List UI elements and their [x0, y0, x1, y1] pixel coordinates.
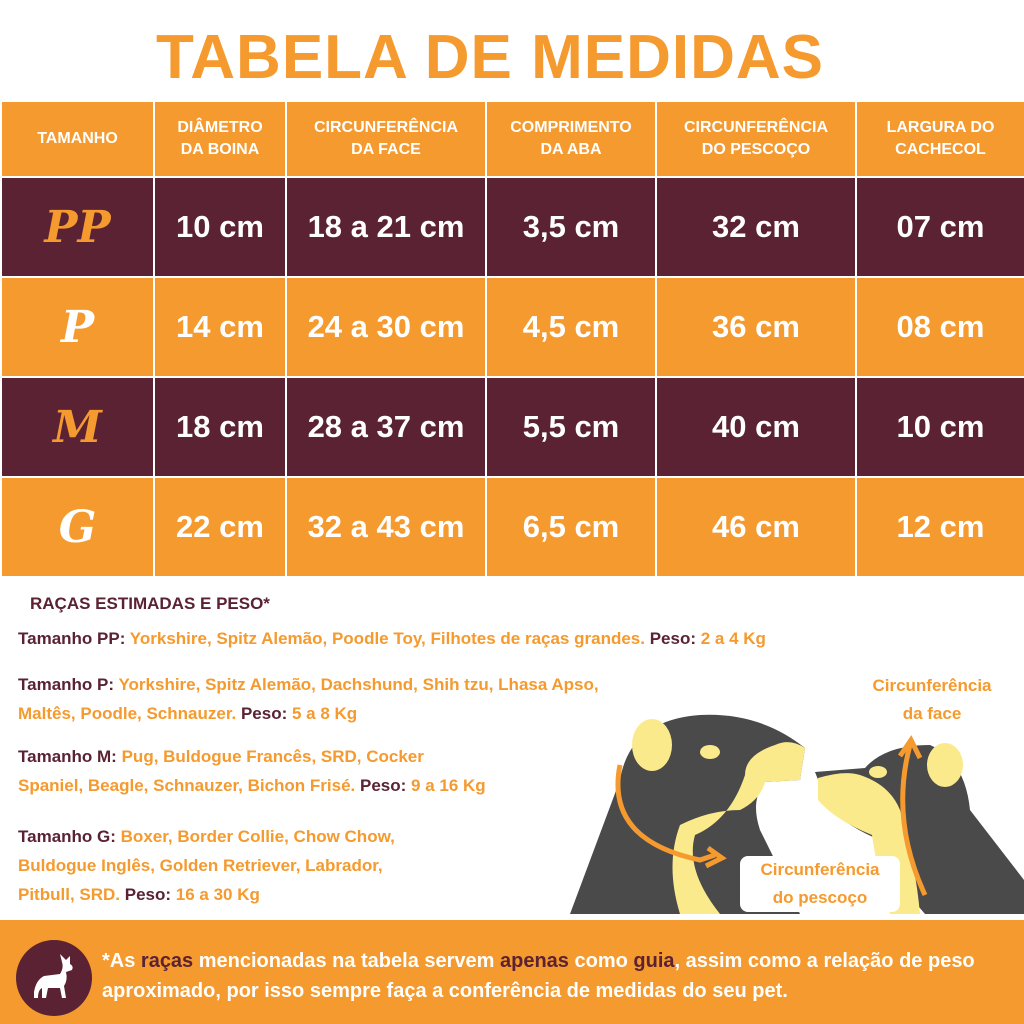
footer-note-bar: [0, 920, 1024, 1024]
breed-list: Yorkshire, Spitz Alemão, Dachshund, Shih tzu, Lhasa Apso,: [118, 675, 599, 694]
table-cell: 10 cm: [154, 177, 286, 277]
footer-text: como: [568, 950, 634, 972]
size-table: [0, 100, 1024, 578]
breed-size-label: Tamanho PP:: [18, 629, 126, 648]
table-cell: 4,5 cm: [486, 277, 656, 377]
table-row: [1, 277, 1024, 377]
table-cell: 24 a 30 cm: [286, 277, 486, 377]
dog-silhouette-icon: [16, 940, 92, 1016]
footer-note: [102, 946, 1014, 1006]
table-cell: 28 a 37 cm: [286, 377, 486, 477]
breed-list: Yorkshire, Spitz Alemão, Poodle Toy, Filhotes de raças grandes.: [129, 629, 645, 648]
table-cell: 18 cm: [154, 377, 286, 477]
table-cell: 07 cm: [856, 177, 1024, 277]
breed-item-pp: [18, 624, 766, 653]
table-row: [1, 177, 1024, 277]
size-label: PP: [1, 177, 154, 277]
breed-list-cont: Spaniel, Beagle, Schnauzer, Bichon Frisé.: [18, 776, 356, 795]
table-header-row: [1, 101, 1024, 177]
breed-list: Pug, Buldogue Francês, SRD, Cocker: [121, 747, 424, 766]
table-cell: 36 cm: [656, 277, 856, 377]
header-tamanho: TAMANHO: [1, 101, 154, 177]
footer-text: *As: [102, 950, 141, 972]
breed-item-p: [18, 670, 599, 728]
breed-list-cont: Pitbull, SRD.: [18, 885, 120, 904]
header-largura-cachecol: LARGURA DO CACHECOL: [856, 101, 1024, 177]
table-cell: 3,5 cm: [486, 177, 656, 277]
size-label: G: [1, 477, 154, 577]
footer-highlight: raças: [140, 950, 194, 972]
breed-size-label: Tamanho G:: [18, 827, 116, 846]
page-title: TABELA DE MEDIDAS: [156, 23, 824, 92]
table-cell: 14 cm: [154, 277, 286, 377]
peso-label: Peso:: [240, 704, 288, 723]
header-circunferencia-face: CIRCUNFERÊNCIA DA FACE: [286, 101, 486, 177]
table-cell: 12 cm: [856, 477, 1024, 577]
neck-label: Circunferência do pescoço: [740, 856, 900, 912]
breed-item-g: [18, 822, 395, 909]
table-cell: 46 cm: [656, 477, 856, 577]
breeds-heading: RAÇAS ESTIMADAS E PESO*: [30, 594, 270, 613]
table-row: [1, 377, 1024, 477]
breed-size-label: Tamanho M:: [18, 747, 117, 766]
table-cell: 10 cm: [856, 377, 1024, 477]
breed-list-cont: Buldogue Inglês, Golden Retriever, Labrador,: [18, 856, 383, 875]
breed-weight: 5 a 8 Kg: [292, 704, 358, 723]
table-cell: 32 a 43 cm: [286, 477, 486, 577]
breed-size-label: Tamanho P:: [18, 675, 115, 694]
breed-list-cont: Maltês, Poodle, Schnauzer.: [18, 704, 237, 723]
table-cell: 32 cm: [656, 177, 856, 277]
table-cell: 40 cm: [656, 377, 856, 477]
peso-label: Peso:: [360, 776, 407, 795]
size-label: M: [1, 377, 154, 477]
footer-highlight: guia: [633, 950, 675, 972]
footer-highlight: apenas: [500, 950, 569, 972]
breed-weight: 16 a 30 Kg: [175, 885, 260, 904]
breed-item-m: [18, 742, 486, 800]
table-cell: 22 cm: [154, 477, 286, 577]
breed-weight: 9 a 16 Kg: [411, 776, 486, 795]
size-label: P: [1, 277, 154, 377]
breed-list: Boxer, Border Collie, Chow Chow,: [120, 827, 395, 846]
breed-weight: 2 a 4 Kg: [700, 629, 766, 648]
face-label: Circunferência da face: [872, 676, 992, 723]
peso-label: Peso:: [124, 885, 172, 904]
footer-text: , assim como a relação de peso aproximado, por isso sempre faça a conferência de medidas do seu pet.: [102, 950, 975, 1002]
table-cell: 6,5 cm: [486, 477, 656, 577]
table-cell: 08 cm: [856, 277, 1024, 377]
header-circunferencia-pescoco: CIRCUNFERÊNCIA DO PESCOÇO: [656, 101, 856, 177]
table-row: [1, 477, 1024, 577]
dog-measurement-illustration: [560, 660, 1024, 920]
table-cell: 18 a 21 cm: [286, 177, 486, 277]
dog-badge: [16, 940, 92, 1016]
header-diametro-boina: DIÂMETRO DA BOINA: [154, 101, 286, 177]
peso-label: Peso:: [649, 629, 696, 648]
footer-text: mencionadas na tabela servem: [193, 950, 500, 972]
header-comprimento-aba: COMPRIMENTO DA ABA: [486, 101, 656, 177]
table-cell: 5,5 cm: [486, 377, 656, 477]
